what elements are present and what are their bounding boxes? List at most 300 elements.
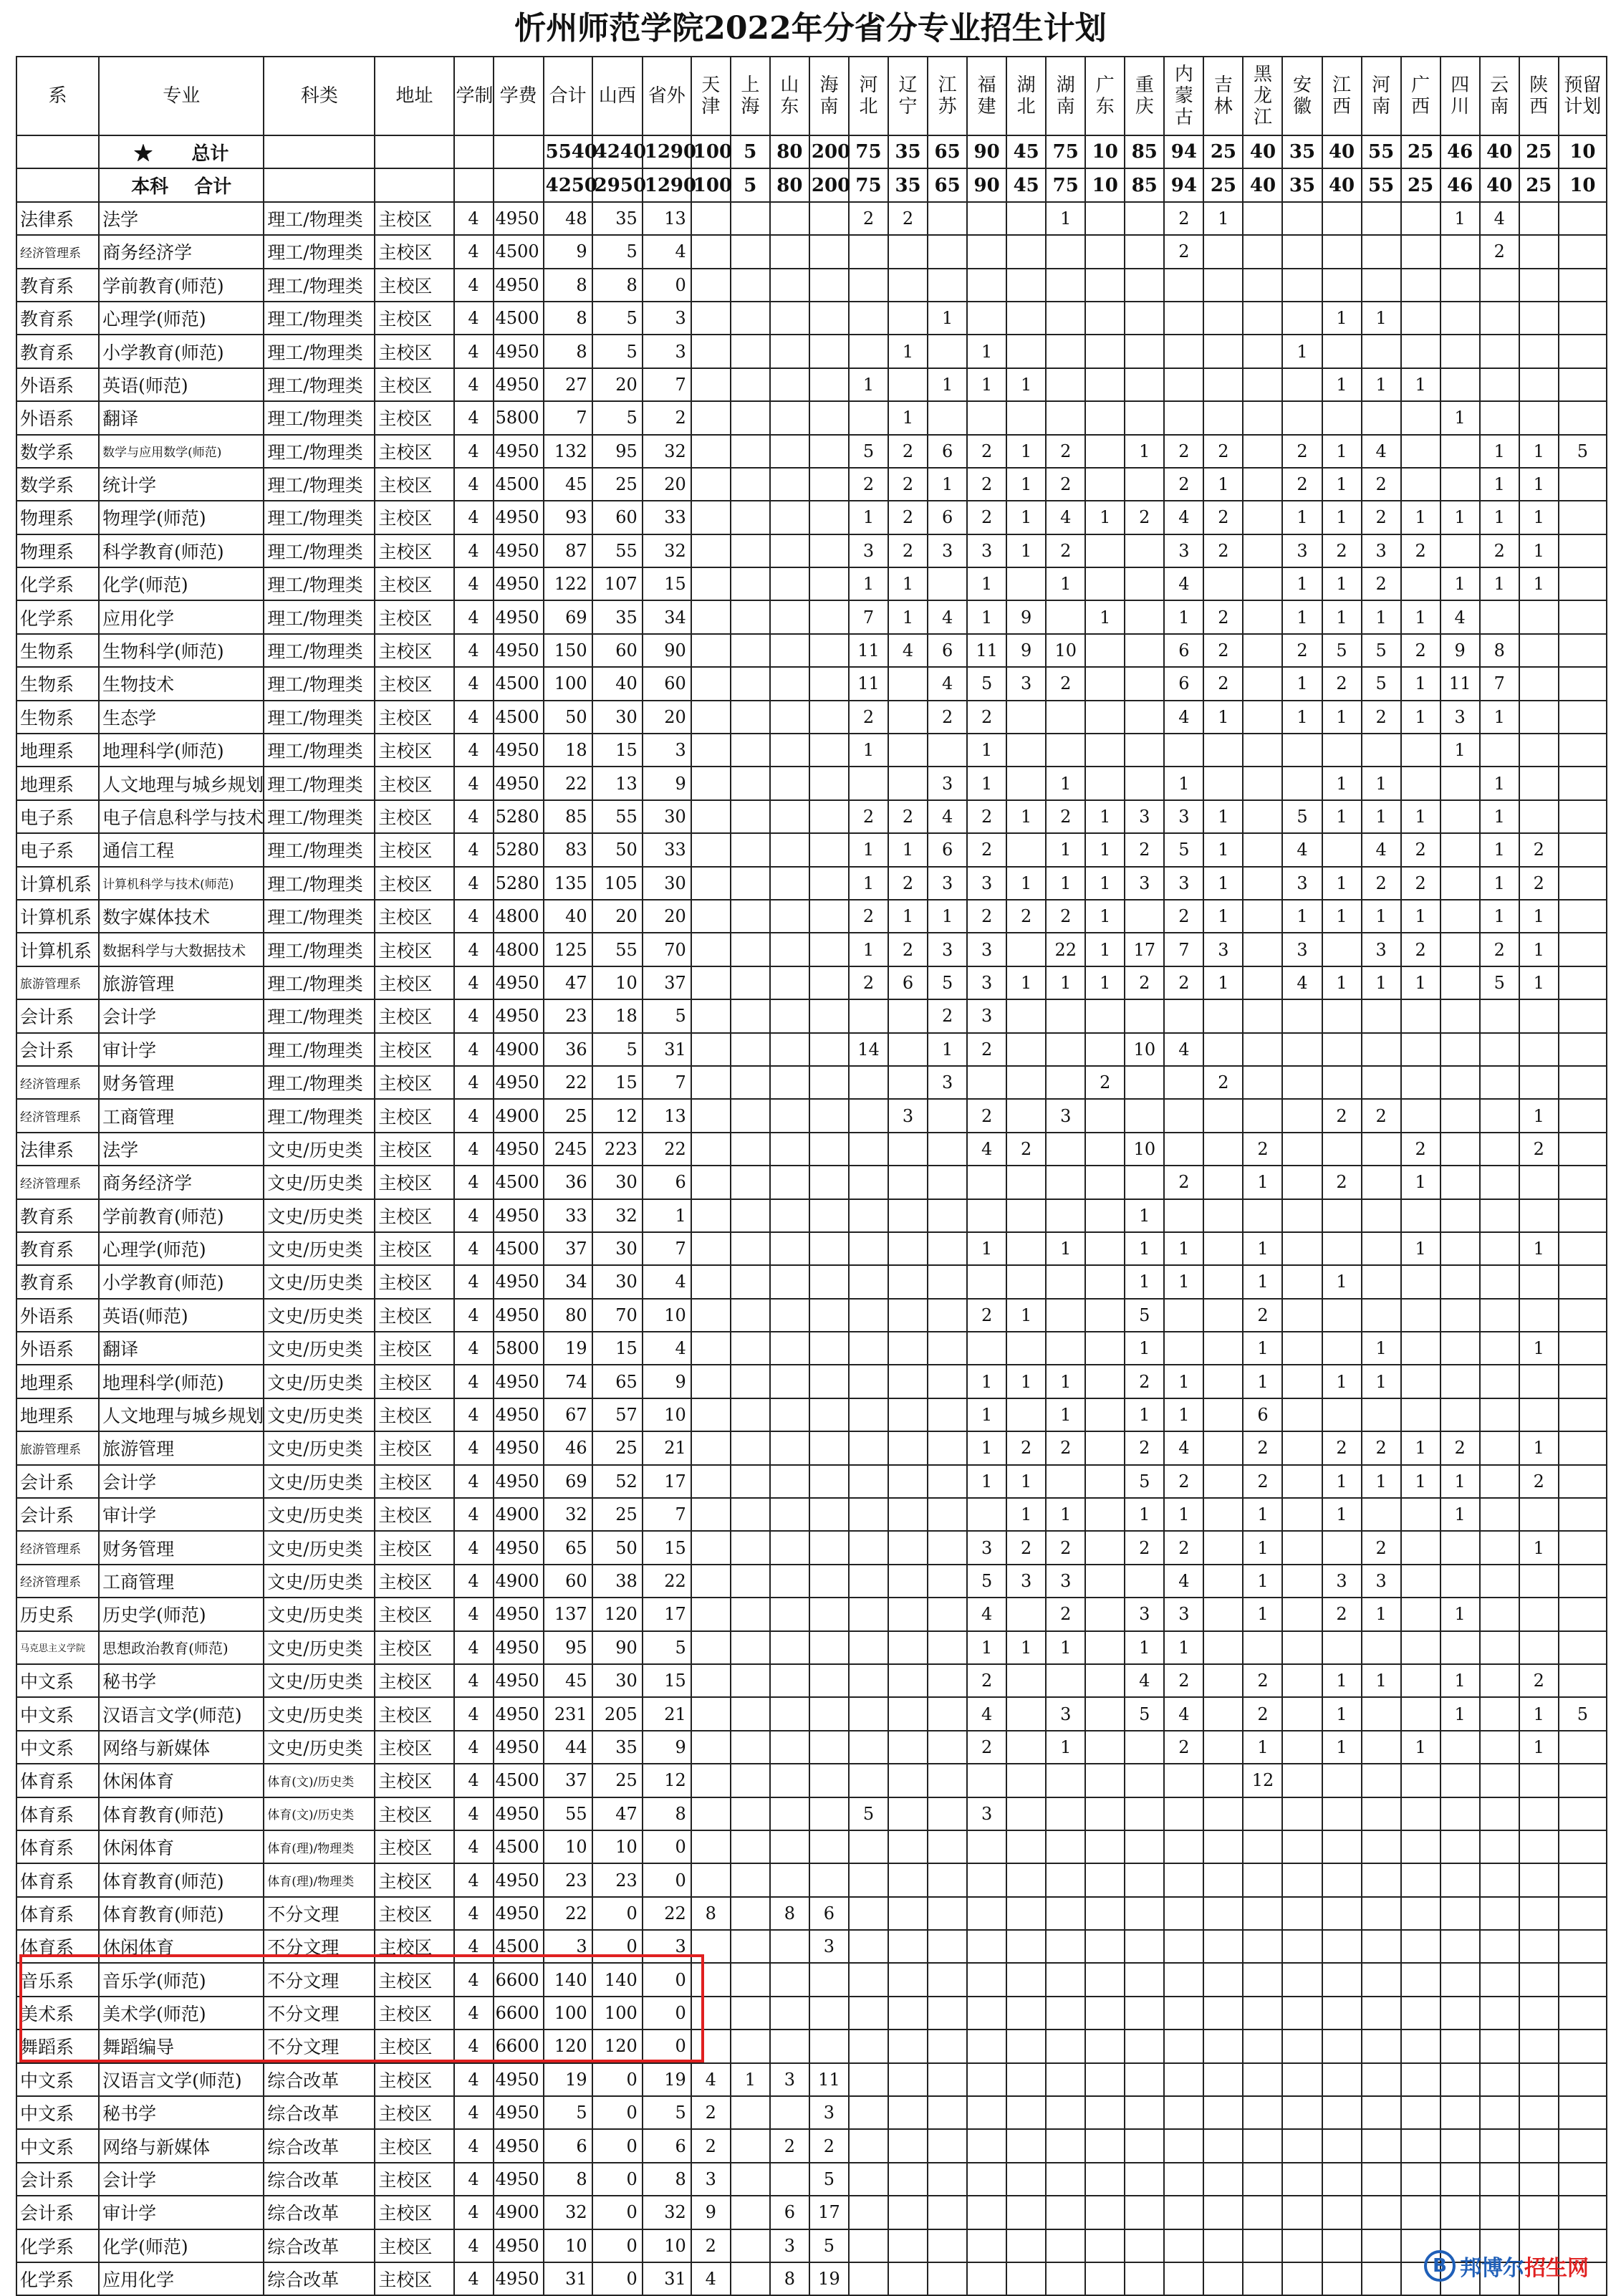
cell-guangxi <box>1401 1365 1440 1398</box>
cell-jiangxi: 1 <box>1322 900 1362 933</box>
cell-hainan <box>809 501 849 534</box>
table-row <box>16 1066 1607 1099</box>
cell-neimenggu <box>1164 335 1203 368</box>
cell-anhui <box>1282 269 1322 302</box>
cell-heilongjiang <box>1243 600 1282 633</box>
cell-reserve <box>1559 867 1607 900</box>
cell-dept: 体育系 <box>16 1764 99 1797</box>
cell-fujian: 4 <box>967 1697 1006 1730</box>
table-row <box>16 435 1607 468</box>
cell-sichuan <box>1440 1099 1480 1132</box>
table-row <box>16 999 1607 1032</box>
cell-dept: 会计系 <box>16 1465 99 1498</box>
cell-jilin: 25 <box>1203 168 1243 201</box>
cell-neimenggu <box>1164 1099 1203 1132</box>
table-row <box>16 1863 1607 1896</box>
cell-heilongjiang <box>1243 2163 1282 2196</box>
cell-liaoning <box>888 1598 928 1630</box>
cell-heilongjiang <box>1243 1066 1282 1099</box>
cell-hunan <box>1046 235 1085 268</box>
cell-neimenggu: 6 <box>1164 634 1203 667</box>
cell-shandong <box>770 1731 809 1764</box>
cell-shanxi: 95 <box>592 435 643 468</box>
cell-shanxi: 32 <box>592 1199 643 1232</box>
cell-shandong <box>770 235 809 268</box>
cell-shanxi: 65 <box>592 1365 643 1398</box>
cell-hainan <box>809 966 849 999</box>
cell-category: 文史/历史类 <box>264 1133 375 1166</box>
cell-shandong <box>770 1033 809 1066</box>
cell-shanghai <box>731 900 770 933</box>
cell-duration: 4 <box>454 734 494 767</box>
cell-total: 65 <box>544 1531 592 1564</box>
cell-sichuan: 11 <box>1440 667 1480 700</box>
cell-hebei: 5 <box>849 1797 888 1830</box>
cell-hunan: 3 <box>1046 1099 1085 1132</box>
cell-heilongjiang <box>1243 435 1282 468</box>
cell-hainan <box>809 999 849 1032</box>
cell-duration: 4 <box>454 2129 494 2162</box>
cell-shanxi: 57 <box>592 1398 643 1431</box>
cell-henan: 1 <box>1362 800 1401 833</box>
cell-fujian <box>967 269 1006 302</box>
cell-jiangxi: 1 <box>1322 800 1362 833</box>
table-row <box>16 368 1607 401</box>
cell-hubei: 1 <box>1006 534 1046 567</box>
cell-jiangxi: 2 <box>1322 534 1362 567</box>
cell-heilongjiang: 2 <box>1243 1664 1282 1697</box>
cell-hebei <box>849 1431 888 1464</box>
cell-heilongjiang <box>1243 468 1282 501</box>
cell-major: 学前教育(师范) <box>99 1199 264 1232</box>
cell-jiangsu <box>928 269 967 302</box>
cell-guangxi <box>1401 1764 1440 1797</box>
cell-yunnan: 1 <box>1480 501 1519 534</box>
cell-campus: 主校区 <box>375 1631 453 1664</box>
cell-henan <box>1362 1265 1401 1298</box>
cell-hunan <box>1046 1797 1085 1830</box>
cell-hebei <box>849 1664 888 1697</box>
cell-hubei <box>1006 2030 1046 2062</box>
cell-major: 审计学 <box>99 1033 264 1066</box>
cell-sichuan <box>1440 1830 1480 1863</box>
cell-outside: 70 <box>643 933 691 966</box>
cell-outside: 13 <box>643 1099 691 1132</box>
cell-dept: 化学系 <box>16 2262 99 2295</box>
cell-shaanxi: 1 <box>1519 966 1559 999</box>
cell-total: 27 <box>544 368 592 401</box>
cell-yunnan <box>1480 1133 1519 1166</box>
cell-guangdong <box>1085 302 1125 335</box>
cell-duration: 4 <box>454 1863 494 1896</box>
cell-jilin <box>1203 1963 1243 1996</box>
cell-heilongjiang: 2 <box>1243 1697 1282 1730</box>
cell-hubei <box>1006 1232 1046 1265</box>
cell-liaoning: 2 <box>888 867 928 900</box>
cell-reserve <box>1559 1166 1607 1199</box>
cell-guangxi <box>1401 1299 1440 1332</box>
cell-heilongjiang <box>1243 401 1282 434</box>
cell-jiangsu <box>928 2063 967 2096</box>
cell-yunnan <box>1480 1166 1519 1199</box>
cell-shandong <box>770 1232 809 1265</box>
cell-jiangsu: 5 <box>928 966 967 999</box>
cell-shanghai <box>731 1797 770 1830</box>
cell-shandong <box>770 1997 809 2030</box>
cell-shaanxi <box>1519 1365 1559 1398</box>
cell-duration: 4 <box>454 1332 494 1365</box>
cell-chongqing <box>1125 1930 1164 1963</box>
cell-shandong <box>770 1863 809 1896</box>
cell-dept: 外语系 <box>16 1299 99 1332</box>
cell-hainan <box>809 1332 849 1365</box>
cell-total: 10 <box>544 1830 592 1863</box>
cell-jilin: 3 <box>1203 933 1243 966</box>
cell-guangdong <box>1085 468 1125 501</box>
cell-anhui <box>1282 302 1322 335</box>
cell-neimenggu <box>1164 1299 1203 1332</box>
cell-major: 化学(师范) <box>99 567 264 600</box>
cell-fujian <box>967 1830 1006 1863</box>
cell-campus: 主校区 <box>375 800 453 833</box>
cell-reserve <box>1559 1265 1607 1298</box>
header-anhui: 安徽 <box>1282 57 1322 135</box>
cell-hubei <box>1006 269 1046 302</box>
cell-liaoning <box>888 269 928 302</box>
cell-neimenggu <box>1164 1963 1203 1996</box>
cell-category: 理工/物理类 <box>264 900 375 933</box>
cell-total: 47 <box>544 966 592 999</box>
cell-heilongjiang: 1 <box>1243 1531 1282 1564</box>
cell-total: 5540 <box>544 135 592 168</box>
cell-campus: 主校区 <box>375 1797 453 1830</box>
cell-shandong <box>770 767 809 799</box>
cell-fujian <box>967 1863 1006 1896</box>
cell-dept: 中文系 <box>16 2129 99 2162</box>
cell-sichuan <box>1440 2030 1480 2062</box>
cell-jiangsu: 3 <box>928 767 967 799</box>
cell-guangxi <box>1401 335 1440 368</box>
cell-category: 理工/物理类 <box>264 833 375 866</box>
cell-hubei: 1 <box>1006 867 1046 900</box>
cell-neimenggu <box>1164 2030 1203 2062</box>
cell-guangxi: 1 <box>1401 966 1440 999</box>
cell-tianjin <box>691 1764 731 1797</box>
cell-shaanxi: 1 <box>1519 501 1559 534</box>
header-henan: 河南 <box>1362 57 1401 135</box>
cell-jiangxi <box>1322 269 1362 302</box>
cell-dept: 中文系 <box>16 1731 99 1764</box>
cell-liaoning: 35 <box>888 168 928 201</box>
cell-blank <box>264 168 375 201</box>
cell-guangdong <box>1085 1431 1125 1464</box>
cell-outside: 3 <box>643 1930 691 1963</box>
cell-hainan <box>809 1731 849 1764</box>
header-hainan: 海南 <box>809 57 849 135</box>
cell-tianjin <box>691 800 731 833</box>
cell-major: 思想政治教育(师范) <box>99 1631 264 1664</box>
cell-major: 秘书学 <box>99 2096 264 2129</box>
cell-guangxi <box>1401 302 1440 335</box>
cell-hubei: 9 <box>1006 600 1046 633</box>
cell-hubei: 9 <box>1006 634 1046 667</box>
cell-tuition: 5280 <box>494 833 544 866</box>
cell-dept: 法律系 <box>16 1133 99 1166</box>
cell-henan: 1 <box>1362 1598 1401 1630</box>
cell-tuition: 4900 <box>494 1565 544 1598</box>
cell-fujian <box>967 2196 1006 2229</box>
cell-hainan <box>809 933 849 966</box>
cell-sichuan: 3 <box>1440 701 1480 734</box>
cell-anhui <box>1282 1830 1322 1863</box>
cell-anhui <box>1282 1199 1322 1232</box>
cell-total: 125 <box>544 933 592 966</box>
cell-sichuan <box>1440 1963 1480 1996</box>
cell-jilin <box>1203 2163 1243 2196</box>
header-jilin: 吉林 <box>1203 57 1243 135</box>
cell-jilin <box>1203 1697 1243 1730</box>
cell-campus: 主校区 <box>375 1398 453 1431</box>
cell-shandong <box>770 335 809 368</box>
cell-sichuan <box>1440 1897 1480 1930</box>
cell-campus: 主校区 <box>375 966 453 999</box>
cell-hainan <box>809 1797 849 1830</box>
cell-tuition: 4950 <box>494 1664 544 1697</box>
cell-duration: 4 <box>454 1166 494 1199</box>
cell-dept: 电子系 <box>16 800 99 833</box>
cell-shanghai <box>731 1764 770 1797</box>
cell-tuition: 5280 <box>494 800 544 833</box>
cell-tianjin <box>691 1099 731 1132</box>
cell-jiangxi <box>1322 1764 1362 1797</box>
cell-chongqing <box>1125 1897 1164 1930</box>
cell-category: 综合改革 <box>264 2163 375 2196</box>
header-guangxi: 广西 <box>1401 57 1440 135</box>
cell-category: 文史/历史类 <box>264 1299 375 1332</box>
cell-sichuan: 1 <box>1440 734 1480 767</box>
cell-total: 69 <box>544 600 592 633</box>
cell-jiangsu <box>928 1930 967 1963</box>
cell-shanxi: 0 <box>592 2096 643 2129</box>
cell-hebei: 11 <box>849 634 888 667</box>
cell-shanxi: 0 <box>592 2196 643 2229</box>
cell-chongqing: 85 <box>1125 135 1164 168</box>
cell-dept: 生物系 <box>16 667 99 700</box>
cell-tianjin <box>691 1565 731 1598</box>
cell-anhui: 1 <box>1282 335 1322 368</box>
cell-guangdong: 1 <box>1085 867 1125 900</box>
cell-shanghai <box>731 999 770 1032</box>
cell-jilin <box>1203 1033 1243 1066</box>
cell-jiangxi <box>1322 2229 1362 2262</box>
cell-total: 22 <box>544 1897 592 1930</box>
cell-neimenggu: 2 <box>1164 900 1203 933</box>
cell-liaoning: 1 <box>888 335 928 368</box>
cell-yunnan <box>1480 1664 1519 1697</box>
cell-liaoning <box>888 2262 928 2295</box>
cell-category: 理工/物理类 <box>264 933 375 966</box>
cell-category: 理工/物理类 <box>264 966 375 999</box>
cell-sichuan: 9 <box>1440 634 1480 667</box>
cell-heilongjiang: 1 <box>1243 1166 1282 1199</box>
cell-hubei <box>1006 302 1046 335</box>
table-row <box>16 2229 1607 2262</box>
cell-major: 财务管理 <box>99 1066 264 1099</box>
cell-duration: 4 <box>454 1465 494 1498</box>
cell-guangxi <box>1401 235 1440 268</box>
cell-shandong <box>770 634 809 667</box>
cell-guangxi <box>1401 2129 1440 2162</box>
cell-campus: 主校区 <box>375 2262 453 2295</box>
cell-total: 74 <box>544 1365 592 1398</box>
cell-shanghai <box>731 1166 770 1199</box>
header-tuition: 学费 <box>494 57 544 135</box>
cell-shanghai <box>731 1066 770 1099</box>
cell-tianjin <box>691 833 731 866</box>
cell-campus: 主校区 <box>375 1431 453 1464</box>
cell-major: 历史学(师范) <box>99 1598 264 1630</box>
cell-reserve: 10 <box>1559 135 1607 168</box>
cell-shanxi: 35 <box>592 202 643 235</box>
cell-category: 理工/物理类 <box>264 468 375 501</box>
cell-total: 8 <box>544 269 592 302</box>
cell-outside: 17 <box>643 1598 691 1630</box>
table-row <box>16 1365 1607 1398</box>
cell-sichuan <box>1440 1731 1480 1764</box>
cell-hubei: 1 <box>1006 1465 1046 1498</box>
cell-jiangsu <box>928 2129 967 2162</box>
cell-fujian <box>967 401 1006 434</box>
cell-liaoning <box>888 701 928 734</box>
table-row <box>16 1830 1607 1863</box>
cell-category: 文史/历史类 <box>264 1531 375 1564</box>
cell-hebei: 2 <box>849 800 888 833</box>
cell-tuition: 4950 <box>494 634 544 667</box>
cell-tianjin <box>691 335 731 368</box>
cell-hebei <box>849 1764 888 1797</box>
cell-hunan <box>1046 2229 1085 2262</box>
cell-reserve <box>1559 335 1607 368</box>
table-row <box>16 1631 1607 1664</box>
cell-outside: 15 <box>643 567 691 600</box>
cell-category: 文史/历史类 <box>264 1498 375 1531</box>
cell-chongqing <box>1125 1731 1164 1764</box>
cell-outside: 0 <box>643 269 691 302</box>
cell-reserve <box>1559 1498 1607 1531</box>
cell-yunnan <box>1480 999 1519 1032</box>
cell-liaoning <box>888 1565 928 1598</box>
cell-total: 19 <box>544 1332 592 1365</box>
cell-jiangsu <box>928 1598 967 1630</box>
cell-sichuan <box>1440 1797 1480 1830</box>
cell-outside: 0 <box>643 1830 691 1863</box>
cell-hainan <box>809 767 849 799</box>
cell-major: 商务经济学 <box>99 235 264 268</box>
cell-shandong <box>770 701 809 734</box>
cell-shaanxi <box>1519 335 1559 368</box>
cell-jiangsu: 3 <box>928 933 967 966</box>
cell-shaanxi <box>1519 1930 1559 1963</box>
cell-hainan: 2 <box>809 2129 849 2162</box>
cell-duration: 4 <box>454 867 494 900</box>
cell-dept: 中文系 <box>16 2096 99 2129</box>
cell-hunan <box>1046 1997 1085 2030</box>
cell-duration: 4 <box>454 966 494 999</box>
cell-shaanxi <box>1519 999 1559 1032</box>
cell-duration: 4 <box>454 468 494 501</box>
cell-heilongjiang: 1 <box>1243 1565 1282 1598</box>
cell-jilin <box>1203 567 1243 600</box>
table-row <box>16 1930 1607 1963</box>
cell-fujian: 2 <box>967 900 1006 933</box>
cell-category: 综合改革 <box>264 2096 375 2129</box>
cell-tianjin: 8 <box>691 1897 731 1930</box>
cell-campus: 主校区 <box>375 900 453 933</box>
cell-outside: 30 <box>643 867 691 900</box>
header-jiangxi: 江西 <box>1322 57 1362 135</box>
cell-outside: 0 <box>643 1963 691 1996</box>
cell-category: 文史/历史类 <box>264 1199 375 1232</box>
cell-neimenggu: 2 <box>1164 202 1203 235</box>
cell-heilongjiang: 2 <box>1243 1465 1282 1498</box>
cell-jilin: 1 <box>1203 900 1243 933</box>
cell-heilongjiang <box>1243 1930 1282 1963</box>
cell-shanxi: 105 <box>592 867 643 900</box>
table-row <box>16 2030 1607 2062</box>
cell-hunan <box>1046 1897 1085 1930</box>
cell-campus: 主校区 <box>375 269 453 302</box>
cell-tianjin <box>691 2030 731 2062</box>
cell-dept: 教育系 <box>16 1265 99 1298</box>
cell-category: 文史/历史类 <box>264 1465 375 1498</box>
cell-henan: 1 <box>1362 900 1401 933</box>
cell-hebei <box>849 1731 888 1764</box>
cell-tuition: 4950 <box>494 1631 544 1664</box>
cell-tuition: 4950 <box>494 2129 544 2162</box>
cell-shandong: 3 <box>770 2229 809 2262</box>
cell-shanxi: 0 <box>592 2262 643 2295</box>
cell-campus: 主校区 <box>375 634 453 667</box>
cell-outside: 1290 <box>643 168 691 201</box>
cell-tianjin <box>691 1166 731 1199</box>
header-neimenggu: 内蒙古 <box>1164 57 1203 135</box>
cell-fujian: 1 <box>967 335 1006 368</box>
cell-dept: 旅游管理系 <box>16 966 99 999</box>
cell-tianjin <box>691 1930 731 1963</box>
cell-category: 文史/历史类 <box>264 1664 375 1697</box>
cell-jiangsu: 3 <box>928 534 967 567</box>
cell-shanxi: 20 <box>592 900 643 933</box>
cell-outside: 0 <box>643 1997 691 2030</box>
cell-heilongjiang <box>1243 966 1282 999</box>
cell-duration: 4 <box>454 1764 494 1797</box>
cell-liaoning: 2 <box>888 800 928 833</box>
cell-tuition: 4500 <box>494 667 544 700</box>
cell-fujian: 1 <box>967 734 1006 767</box>
cell-guangdong <box>1085 1465 1125 1498</box>
cell-jiangsu <box>928 1963 967 1996</box>
cell-duration: 4 <box>454 1066 494 1099</box>
cell-yunnan <box>1480 1066 1519 1099</box>
cell-guangdong <box>1085 2096 1125 2129</box>
cell-neimenggu <box>1164 2229 1203 2262</box>
cell-anhui <box>1282 2030 1322 2062</box>
cell-category: 综合改革 <box>264 2196 375 2229</box>
cell-category: 体育(文)/历史类 <box>264 1764 375 1797</box>
cell-total: 22 <box>544 1066 592 1099</box>
cell-total: 3 <box>544 1930 592 1963</box>
cell-hunan <box>1046 1033 1085 1066</box>
